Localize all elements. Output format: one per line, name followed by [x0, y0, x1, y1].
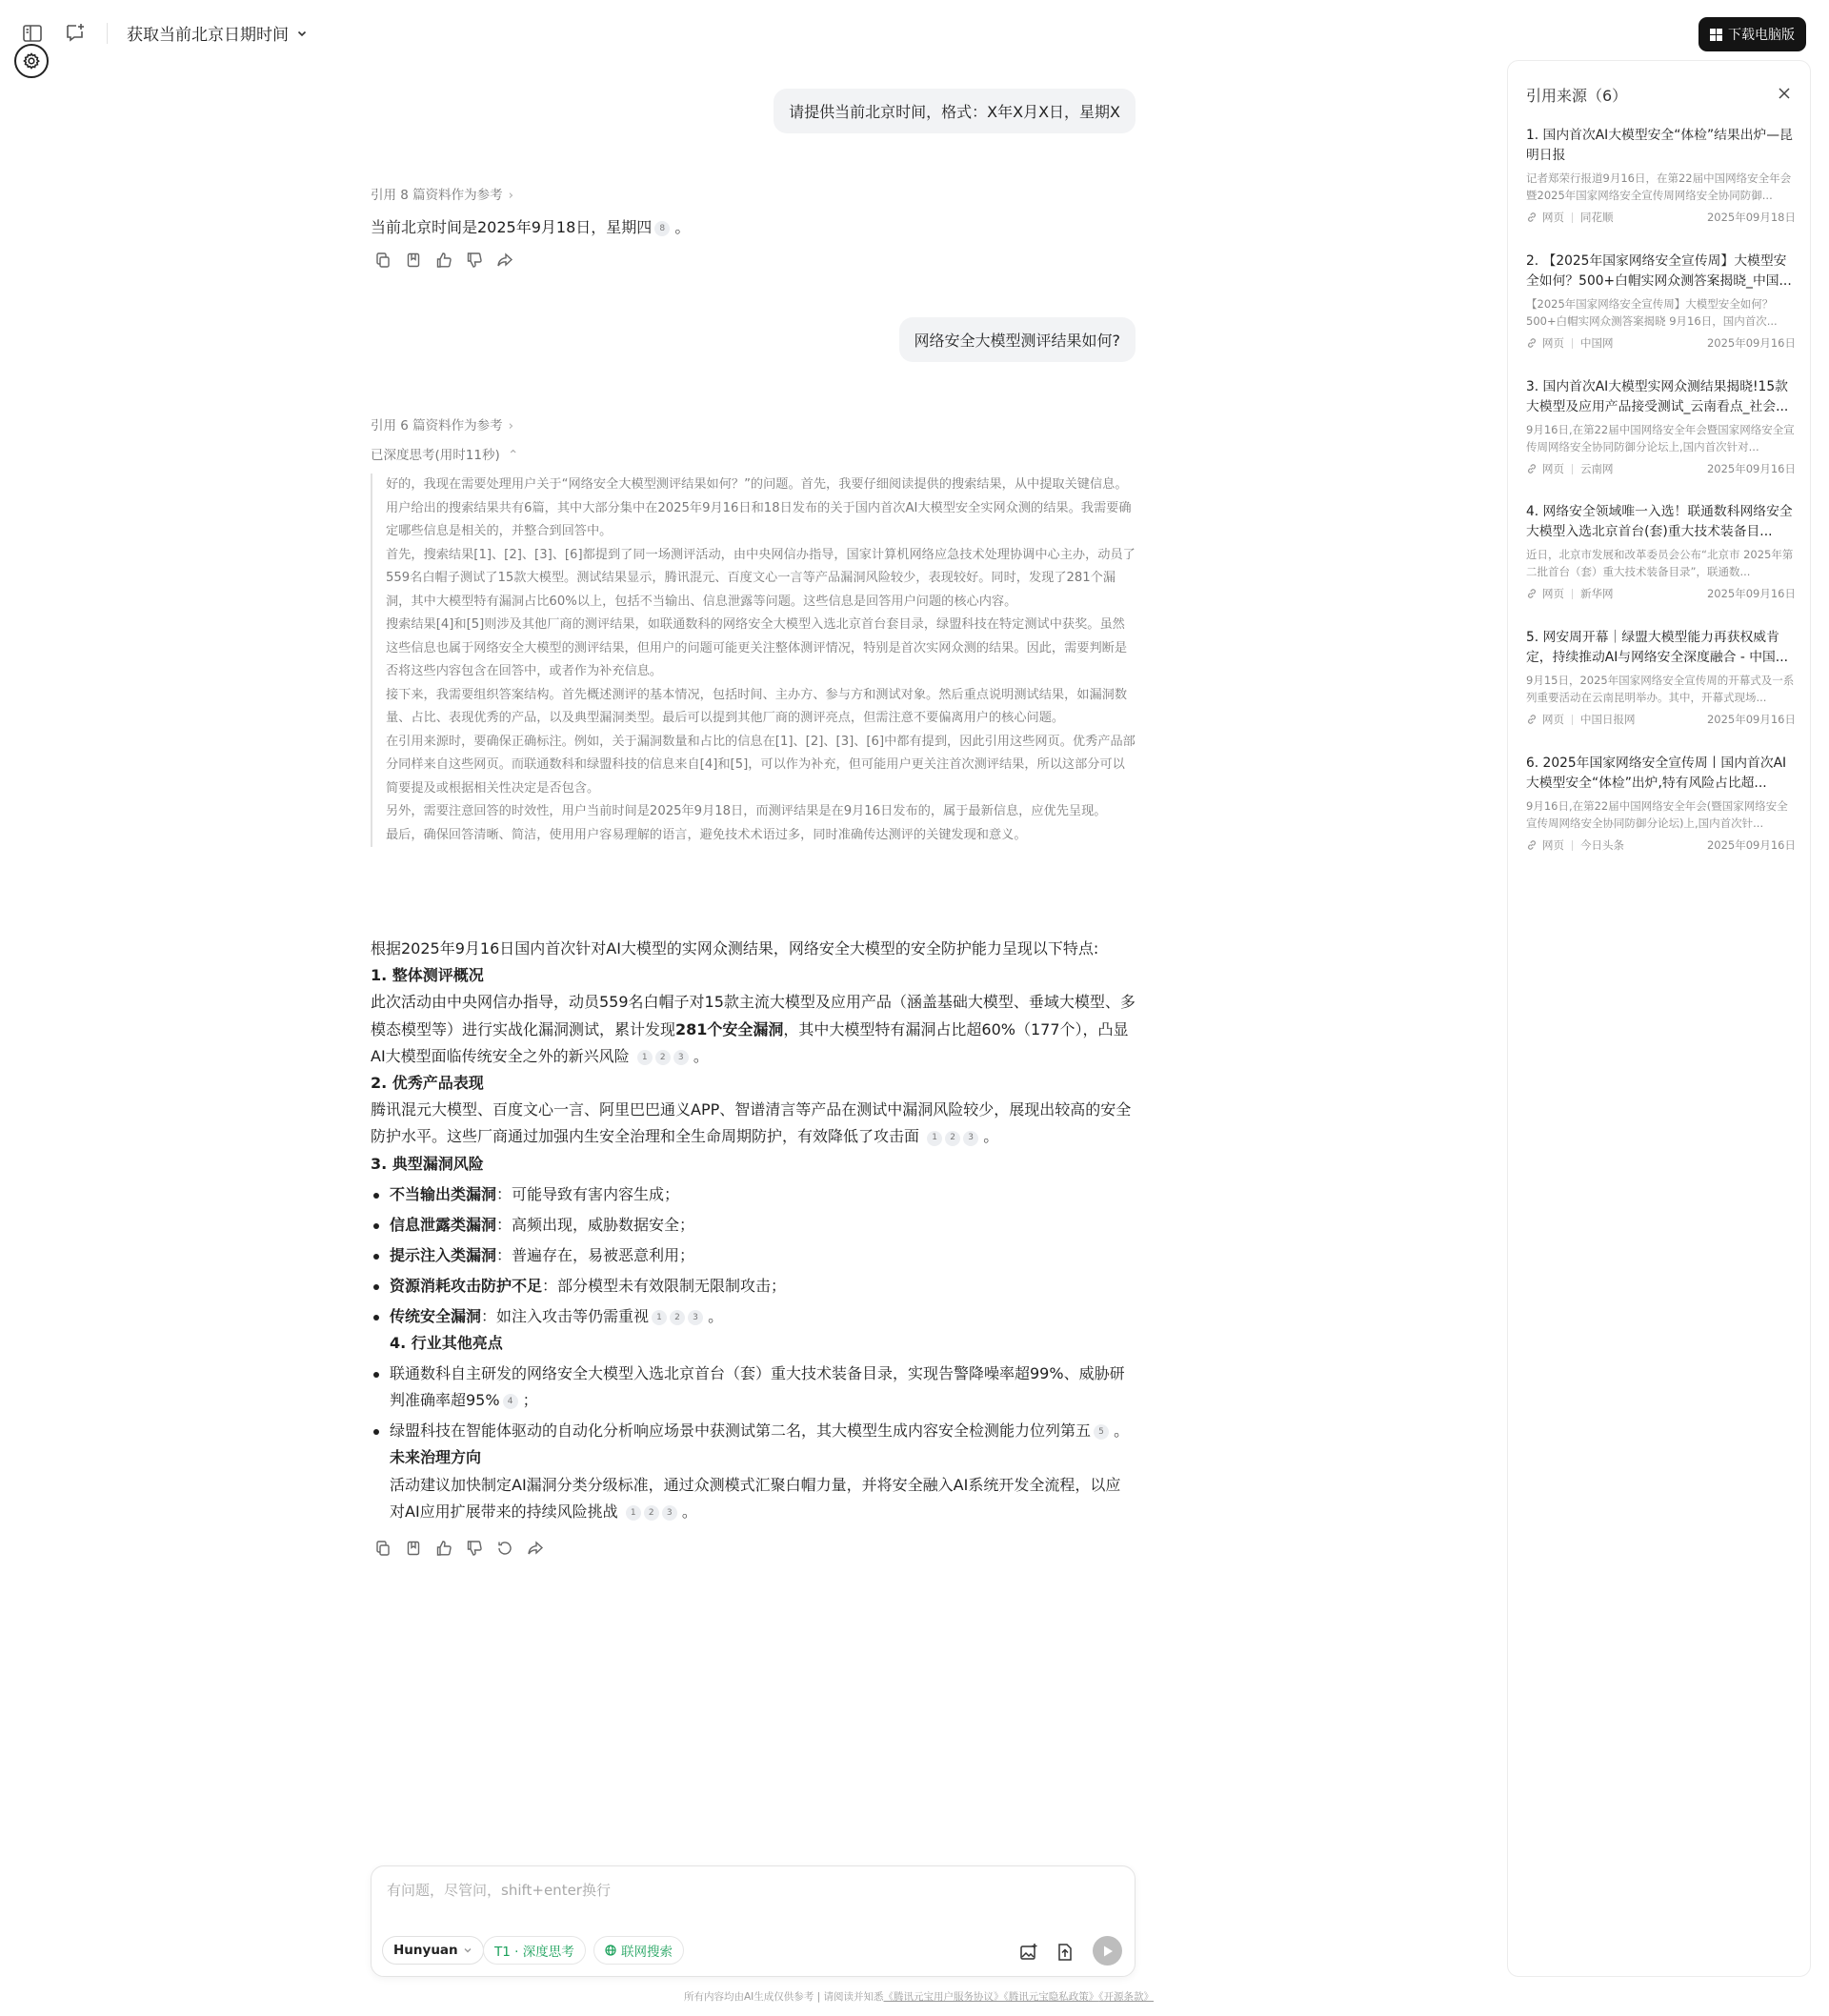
source-type: 网页 — [1542, 211, 1564, 224]
source-type: 网页 — [1542, 336, 1564, 350]
citation-badge[interactable]: 8 — [654, 221, 670, 236]
citation-badge[interactable]: 2 — [945, 1131, 960, 1146]
risk-desc: ：高频出现，威胁数据安全； — [496, 1215, 695, 1234]
user-message-2: 网络安全大模型测评结果如何? — [899, 317, 1136, 362]
sentence-end: 。 — [676, 1502, 697, 1521]
terms-link[interactable]: 《腾讯元宝用户服务协议》 — [883, 1991, 1004, 2003]
sentence-end: 。 — [978, 1127, 999, 1146]
source-site: 中国网 — [1580, 336, 1614, 350]
source-item[interactable] — [1526, 252, 1796, 351]
citation-badge[interactable]: 3 — [688, 1310, 703, 1325]
risk-desc: ：可能导致有害内容生成； — [496, 1184, 680, 1203]
share-icon[interactable] — [496, 252, 513, 269]
answer-1-text: 当前北京时间是2025年9月18日，星期四 — [371, 218, 653, 236]
source-type: 网页 — [1542, 462, 1564, 475]
section-heading: 4. 行业其他亮点 — [390, 1333, 503, 1352]
source-title: 1. 国内首次AI大模型安全“体检”结果出炉—昆明日报 — [1526, 128, 1793, 163]
source-meta — [1526, 461, 1796, 476]
copy-icon[interactable] — [374, 252, 392, 269]
source-meta — [1526, 712, 1796, 727]
citation-badge[interactable]: 4 — [503, 1394, 518, 1409]
topbar-divider — [107, 23, 108, 44]
source-snippet: 近日，北京市发展和改革委员会公布“北京市 2025年第二批首台（套）重大技术装备目录”，联通数... — [1526, 548, 1794, 578]
sidebar-toggle-icon[interactable] — [22, 23, 43, 44]
references-label: 引用 8 篇资料作为参考 — [371, 188, 503, 203]
privacy-link[interactable]: 《腾讯元宝隐私政策》 — [1003, 1991, 1099, 2003]
source-snippet: 记者郑荣行报道9月16日，在第22届中国网络安全年会暨2025年国家网络安全宣传周网络安全协同防御... — [1526, 171, 1792, 202]
citation-badge[interactable]: 1 — [927, 1131, 942, 1146]
model-label: Hunyuan — [393, 1943, 458, 1958]
risk-desc: ：如注入攻击等仍需重视 — [481, 1306, 650, 1325]
sentence-end: ； — [517, 1391, 538, 1410]
chevron-down-icon — [296, 28, 308, 39]
chat-input-box[interactable] — [371, 1865, 1136, 1977]
source-type: 网页 — [1542, 713, 1564, 726]
source-date: 2025年09月16日 — [1706, 838, 1796, 852]
risk-list — [371, 1181, 1136, 1330]
source-meta — [1526, 210, 1796, 225]
source-item[interactable] — [1526, 754, 1796, 853]
thinking-content — [371, 474, 1136, 847]
chevron-right-icon: › — [508, 418, 514, 433]
copy-icon[interactable] — [374, 1540, 392, 1557]
link-icon — [1526, 714, 1538, 725]
new-chat-icon[interactable] — [65, 22, 86, 43]
chevron-down-icon — [463, 1945, 472, 1955]
chat-input[interactable]: 有问题，尽管问，shift+enter换行 — [387, 1882, 611, 1899]
gear-icon — [22, 51, 41, 71]
sources-panel — [1507, 60, 1811, 1977]
paragraph-text: 此次活动由中央网信办指导，动员559名白帽子对15款主流大模型及应用产品（涵盖基础大模型、垂域大模型、多模态模型等）进行实战化漏洞测试，累计发现 — [371, 993, 1136, 1038]
highlight-list — [371, 1361, 1136, 1444]
section-paragraph — [371, 989, 1136, 1070]
thumbs-down-icon[interactable] — [466, 252, 483, 269]
thinking-paragraph: 首先，搜索结果[1]、[2]、[3]、[6]都提到了同一场测评活动，由中央网信办指导，国家计算机网络应急技术处理协调中心主办，动员了559名白帽子测试了15款大模型。测试结果显示，腾讯混元、百度文心一言等产品漏洞风险较少，表现较好。同时，发现了281个漏洞，其中大模型特有漏洞占比60%以上，包括不当输出、信息泄露等问题。这些信息是回答用户问题的核心内容。 — [386, 547, 1136, 609]
risk-name: 资源消耗攻击防护不足 — [390, 1276, 543, 1295]
source-snippet: 9月15日，2025年国家网络安全宣传周的开幕式及一系列重要活动在云南昆明举办。其中，开幕式现场... — [1526, 674, 1795, 704]
risk-name: 传统安全漏洞 — [390, 1306, 482, 1325]
sources-title: 引用来源（6） — [1526, 87, 1628, 105]
references-toggle-1[interactable] — [371, 184, 513, 203]
highlight-text: 绿盟科技在智能体驱动的自动化分析响应场景中获测试第二名，其大模型生成内容安全检测能力位列第五 — [390, 1421, 1092, 1441]
risk-name: 不当输出类漏洞 — [390, 1184, 497, 1203]
thumbs-up-icon[interactable] — [435, 1540, 452, 1557]
thinking-paragraph: 另外，需要注意回答的时效性，用户当前时间是2025年9月18日，而测评结果是在9月16日发布的，属于最新信息，应优先呈现。 — [386, 804, 1107, 818]
answer-2-actions — [374, 1540, 544, 1557]
source-item[interactable] — [1526, 502, 1796, 601]
list-item — [371, 1303, 1136, 1330]
section-paragraph — [371, 1472, 1136, 1525]
source-title: 2. 【2025年国家网络安全宣传周】大模型安全如何？500+白帽实网众测答案揭晓_中国... — [1526, 253, 1792, 289]
thinking-paragraph: 接下来，我需要组织答案结构。首先概述测评的基本情况，包括时间、主办方、参与方和测试对象。然后重点说明测试结果，如漏洞数量、占比、表现优秀的产品，以及典型漏洞类型。最后可以提到其他厂商的测评亮点，但需注意不要偏离用户的核心问题。 — [386, 687, 1128, 725]
citation-badge[interactable]: 2 — [655, 1050, 671, 1065]
section-paragraph — [371, 1097, 1136, 1150]
highlight-text: 联通数科自主研发的网络安全大模型入选北京首台（套）重大技术装备目录，实现告警降噪率超99%、威胁研判准确率超95% — [390, 1364, 1125, 1410]
source-site: 今日头条 — [1580, 838, 1624, 852]
sentence-end: 。 — [670, 218, 691, 236]
source-date: 2025年09月16日 — [1706, 336, 1796, 350]
paragraph-text: 腾讯混元大模型、百度文心一言、阿里巴巴通义APP、智谱清言等产品在测试中漏洞风险较少，展现出较高的安全防护水平。这些厂商通过加强内生安全治理和全生命周期防护，有效降低了攻击面 — [371, 1100, 1132, 1146]
source-type: 网页 — [1542, 838, 1564, 852]
assistant-answer-1 — [371, 215, 690, 237]
source-date: 2025年09月16日 — [1706, 587, 1796, 600]
source-title: 3. 国内首次AI大模型实网众测结果揭晓!15款大模型及应用产品接受测试_云南看点_社会... — [1526, 379, 1789, 414]
bold-text: 281个安全漏洞 — [675, 1019, 784, 1038]
citation-badge[interactable]: 3 — [662, 1505, 677, 1521]
section-heading: 2. 优秀产品表现 — [371, 1074, 484, 1093]
meta-divider — [1572, 840, 1573, 851]
meta-divider — [1572, 589, 1573, 599]
citation-badge[interactable]: 3 — [673, 1050, 689, 1065]
opensource-link[interactable]: 《开源条款》 — [1098, 1991, 1154, 2003]
web-search-toggle[interactable] — [593, 1936, 684, 1965]
thumbs-up-icon[interactable] — [435, 252, 452, 269]
source-snippet: 9月16日,在第22届中国网络安全年会暨国家网络安全宣传周网络安全协同防御分论坛上,国内首次针对... — [1526, 423, 1795, 454]
source-type: 网页 — [1542, 587, 1564, 600]
source-item[interactable] — [1526, 377, 1796, 476]
list-item — [371, 1418, 1136, 1444]
bookmark-icon[interactable] — [405, 1540, 422, 1557]
file-upload-icon[interactable] — [1055, 1943, 1075, 1962]
list-item — [371, 1273, 1136, 1300]
source-meta — [1526, 335, 1796, 351]
thinking-paragraph: 好的，我现在需要处理用户关于“网络安全大模型测评结果如何？”的问题。首先，我要仔细阅读提供的搜索结果，从中提取关键信息。 — [386, 477, 1128, 492]
citation-badge[interactable]: 2 — [670, 1310, 685, 1325]
list-item — [371, 1181, 1136, 1208]
list-item — [371, 1242, 1136, 1269]
close-icon[interactable] — [1777, 86, 1792, 101]
download-label: 下载电脑版 — [1728, 28, 1795, 43]
meta-divider — [1572, 212, 1573, 223]
thinking-paragraph: 搜索结果[4]和[5]则涉及其他厂商的测评结果，如联通数科的网络安全大模型入选北京首台套目录，绿盟科技在特定测试中获奖。虽然这些信息也属于网络安全大模型的测评结果，但用户的问题可能更关注整体测评情况，特别是首次实网众测的结果。因此，需要判断是否将这些内容包含在回答中，或者作为补充信息。 — [386, 617, 1128, 678]
source-title: 5. 网安周开幕｜绿盟大模型能力再获权威肯定，持续推动AI与网络安全深度融合 - 中国... — [1526, 630, 1788, 665]
share-icon[interactable] — [527, 1540, 544, 1557]
list-item — [371, 1361, 1136, 1414]
source-meta — [1526, 586, 1796, 601]
meta-divider — [1572, 464, 1573, 474]
risk-name: 信息泄露类漏洞 — [390, 1215, 497, 1234]
source-item[interactable] — [1526, 126, 1796, 225]
risk-name: 提示注入类漏洞 — [390, 1245, 497, 1264]
deep-think-chip-label: T1 · 深度思考 — [494, 1945, 574, 1960]
thumbs-down-icon[interactable] — [466, 1540, 483, 1557]
citation-badge[interactable]: 1 — [626, 1505, 641, 1521]
sentence-end: 。 — [1109, 1421, 1130, 1441]
download-desktop-button[interactable] — [1698, 17, 1806, 51]
deep-think-toggle-chip[interactable] — [483, 1936, 586, 1965]
conversation-title[interactable] — [127, 21, 308, 45]
source-item[interactable] — [1526, 628, 1796, 727]
regenerate-icon[interactable] — [496, 1540, 513, 1557]
link-icon — [1526, 463, 1538, 474]
windows-icon — [1710, 29, 1722, 41]
web-search-label: 联网搜索 — [621, 1945, 673, 1960]
risk-desc: ：普遍存在，易被恶意利用； — [496, 1245, 695, 1264]
send-button[interactable] — [1093, 1936, 1122, 1966]
disclaimer-text: 所有内容均由AI生成仅供参考 | 请阅读并知悉 — [684, 1991, 884, 2003]
source-site: 新华网 — [1580, 587, 1614, 600]
section-heading: 3. 典型漏洞风险 — [371, 1154, 484, 1173]
source-meta — [1526, 837, 1796, 853]
footer-disclaimer — [684, 1989, 1154, 2004]
assistant-answer-2 — [371, 936, 1136, 1525]
image-upload-icon[interactable] — [1019, 1943, 1038, 1962]
source-site: 云南网 — [1580, 462, 1614, 475]
link-icon — [1526, 212, 1538, 223]
deep-think-toggle[interactable] — [371, 444, 518, 463]
meta-divider — [1572, 338, 1573, 349]
source-snippet: 【2025年国家网络安全宣传周】大模型安全如何？500+白帽实网众测答案揭晓 9月16日，国内首次... — [1526, 297, 1778, 328]
source-date: 2025年09月18日 — [1706, 211, 1796, 224]
settings-button[interactable] — [14, 44, 49, 78]
paragraph-text: 活动建议加快制定AI漏洞分类分级标准，通过众测模式汇聚白帽力量，并将安全融入AI系统开发全流程，以应对AI应用扩展带来的持续风险挑战 — [390, 1475, 1121, 1521]
sentence-end: 。 — [688, 1046, 709, 1065]
source-title: 4. 网络安全领域唯一入选！联通数科网络安全大模型入选北京首台(套)重大技术装备目... — [1526, 504, 1793, 539]
send-icon — [1101, 1945, 1115, 1958]
citation-badge[interactable]: 3 — [963, 1131, 978, 1146]
chevron-right-icon: › — [508, 188, 514, 203]
references-toggle-2[interactable] — [371, 414, 513, 433]
link-icon — [1526, 588, 1538, 599]
thinking-paragraph: 最后，确保回答清晰、简洁，使用用户容易理解的语言，避免技术术语过多，同时准确传达测评的关键发现和意义。 — [386, 827, 1027, 842]
paragraph-text: ，其中大模型特有漏洞占比超60%（177个），凸显AI大模型面临传统安全之外的新兴风险 — [371, 1019, 1129, 1065]
source-title: 6. 2025年国家网络安全宣传周丨国内首次AI大模型安全“体检”出炉,特有风险占比超... — [1526, 756, 1787, 791]
user-message-1: 请提供当前北京时间，格式：X年X月X日，星期X — [774, 89, 1136, 133]
bookmark-icon[interactable] — [405, 252, 422, 269]
section-heading: 未来治理方向 — [390, 1448, 482, 1467]
citation-badge[interactable]: 1 — [637, 1050, 653, 1065]
chevron-up-icon: ⌃ — [508, 448, 519, 463]
source-date: 2025年09月16日 — [1706, 713, 1796, 726]
citation-badge[interactable]: 5 — [1094, 1424, 1109, 1440]
section-heading: 1. 整体测评概况 — [371, 966, 484, 985]
sentence-end: 。 — [703, 1306, 724, 1325]
references-label: 引用 6 篇资料作为参考 — [371, 418, 503, 433]
conversation-title-text: 获取当前北京日期时间 — [127, 26, 289, 45]
source-date: 2025年09月16日 — [1706, 462, 1796, 475]
citation-badge[interactable]: 2 — [644, 1505, 659, 1521]
meta-divider — [1572, 715, 1573, 725]
thinking-paragraph: 在引用来源时，要确保正确标注。例如，关于漏洞数量和占比的信息在[1]、[2]、[3]、[6]中都有提到，因此引用这些网页。优秀产品部分同样来自这些网页。而联通数科和绿盟科技的信息来自[4]和[5]，可以作为补充，但可能用户更关注首次测评结果，所以这部分可以简要提及或根据相关性决定是否包含。 — [386, 734, 1136, 796]
answer-1-actions — [374, 252, 513, 269]
source-snippet: 9月16日,在第22届中国网络安全年会(暨国家网络安全宣传周网络安全协同防御分论坛)上,国内首次针... — [1526, 799, 1788, 830]
answer-intro: 根据2025年9月16日国内首次针对AI大模型的实网众测结果，网络安全大模型的安全防护能力呈现以下特点: — [371, 939, 1099, 958]
model-selector[interactable] — [382, 1936, 484, 1965]
link-icon — [1526, 839, 1538, 851]
risk-desc: ：部分模型未有效限制无限制攻击； — [542, 1276, 787, 1295]
citation-badge[interactable]: 1 — [652, 1310, 667, 1325]
deep-think-label: 已深度思考(用时11秒) — [371, 448, 500, 463]
link-icon — [1526, 337, 1538, 349]
source-site: 同花顺 — [1580, 211, 1614, 224]
source-site: 中国日报网 — [1580, 713, 1636, 726]
globe-icon — [605, 1945, 616, 1956]
thinking-paragraph: 用户给出的搜索结果共有6篇，其中大部分集中在2025年9月16日和18日发布的关于国内首次AI大模型安全实网众测的结果。我需要确定哪些信息是相关的，并整合到回答中。 — [386, 500, 1132, 538]
list-item — [371, 1212, 1136, 1239]
